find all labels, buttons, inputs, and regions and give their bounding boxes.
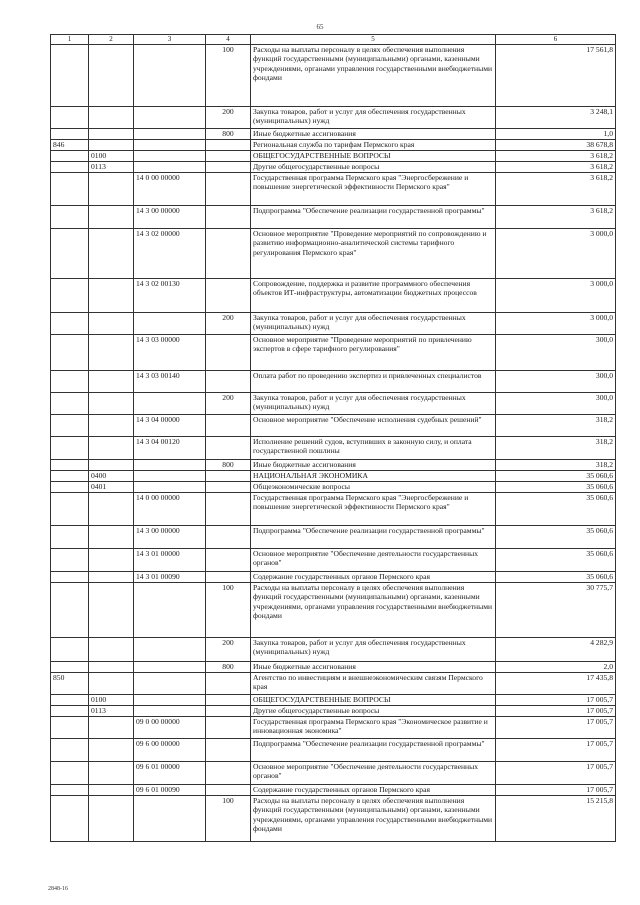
section-code-cell (89, 437, 134, 460)
description-cell: Государственная программа Пермского края "Энергосбережение и повышение энергетической эффективности Пермского края" (251, 173, 496, 206)
amount-cell: 35 060,6 (496, 572, 616, 583)
ministry-code-cell (51, 313, 89, 335)
expense-type-cell (206, 695, 251, 706)
description-cell: Исполнение решений судов, вступивших в законную силу, и оплата государственной пошлины (251, 437, 496, 460)
target-article-cell: 14 0 00 00000 (134, 493, 206, 526)
target-article-cell: 14 3 00 00000 (134, 206, 206, 229)
ministry-code-cell (51, 717, 89, 739)
section-code-cell (89, 415, 134, 437)
description-cell: Содержание государственных органов Пермского края (251, 572, 496, 583)
description-cell: Основное мероприятие "Обеспечение деятельности государственных органов" (251, 549, 496, 572)
table-row (51, 583, 616, 638)
amount-cell: 3 618,2 (496, 162, 616, 173)
description-cell: Иные бюджетные ассигнования (251, 460, 496, 471)
target-article-cell (134, 107, 206, 129)
section-code-cell (89, 662, 134, 673)
table-row (51, 796, 616, 842)
target-article-cell (134, 151, 206, 162)
ministry-code-cell (51, 493, 89, 526)
expense-type-cell (206, 739, 251, 762)
ministry-code-cell: 850 (51, 673, 89, 695)
expense-type-cell: 100 (206, 796, 251, 842)
table-row (51, 549, 616, 572)
section-code-cell (89, 572, 134, 583)
expense-type-cell (206, 279, 251, 313)
column-header: 4 (206, 35, 251, 45)
table-row (51, 638, 616, 662)
section-code-cell (89, 717, 134, 739)
table-row (51, 460, 616, 471)
section-code-cell: 0113 (89, 706, 134, 717)
target-article-cell: 09 6 01 00000 (134, 762, 206, 785)
target-article-cell (134, 129, 206, 140)
table-row (51, 526, 616, 549)
amount-cell: 318,2 (496, 460, 616, 471)
ministry-code-cell: 846 (51, 140, 89, 151)
description-cell: Закупка товаров, работ и услуг для обеспечения государственных (муниципальных) нужд (251, 313, 496, 335)
amount-cell: 30 775,7 (496, 583, 616, 638)
target-article-cell (134, 393, 206, 415)
ministry-code-cell (51, 129, 89, 140)
target-article-cell (134, 482, 206, 493)
ministry-code-cell (51, 471, 89, 482)
ministry-code-cell (51, 583, 89, 638)
description-cell: Закупка товаров, работ и услуг для обеспечения государственных (муниципальных) нужд (251, 107, 496, 129)
column-header-row (51, 35, 616, 45)
section-code-cell: 0113 (89, 162, 134, 173)
section-code-cell (89, 140, 134, 151)
expense-type-cell (206, 673, 251, 695)
target-article-cell (134, 673, 206, 695)
ministry-code-cell (51, 706, 89, 717)
expense-type-cell: 800 (206, 129, 251, 140)
ministry-code-cell (51, 638, 89, 662)
table-row (51, 162, 616, 173)
ministry-code-cell (51, 151, 89, 162)
description-cell: Закупка товаров, работ и услуг для обеспечения государственных (муниципальных) нужд (251, 393, 496, 415)
section-code-cell (89, 549, 134, 572)
section-code-cell: 0400 (89, 471, 134, 482)
expense-type-cell (206, 482, 251, 493)
section-code-cell (89, 229, 134, 279)
footer-code: 2848-16 (48, 886, 68, 892)
table-row (51, 229, 616, 279)
column-header: 5 (251, 35, 496, 45)
target-article-cell (134, 460, 206, 471)
section-code-cell (89, 739, 134, 762)
description-cell: Иные бюджетные ассигнования (251, 662, 496, 673)
table-row (51, 695, 616, 706)
target-article-cell: 09 6 01 00090 (134, 785, 206, 796)
target-article-cell (134, 695, 206, 706)
target-article-cell (134, 583, 206, 638)
target-article-cell: 14 3 03 00000 (134, 335, 206, 371)
ministry-code-cell (51, 415, 89, 437)
expense-type-cell: 100 (206, 583, 251, 638)
ministry-code-cell (51, 785, 89, 796)
table-row (51, 673, 616, 695)
description-cell: Иные бюджетные ассигнования (251, 129, 496, 140)
ministry-code-cell (51, 45, 89, 107)
section-code-cell (89, 393, 134, 415)
amount-cell: 15 215,8 (496, 796, 616, 842)
table-row (51, 437, 616, 460)
table-row (51, 173, 616, 206)
ministry-code-cell (51, 279, 89, 313)
description-cell: Основное мероприятие "Обеспечение деятельности государственных органов" (251, 762, 496, 785)
amount-cell: 2,0 (496, 662, 616, 673)
section-code-cell (89, 107, 134, 129)
amount-cell: 17 561,8 (496, 45, 616, 107)
target-article-cell (134, 313, 206, 335)
table-row (51, 107, 616, 129)
expense-type-cell (206, 173, 251, 206)
table-row (51, 415, 616, 437)
description-cell: Расходы на выплаты персоналу в целях обеспечения выполнения функций государственными (муниципальными) органами, казенными учреждениями, органами управления государственными внебюджетными фондами (251, 45, 496, 107)
amount-cell: 318,2 (496, 437, 616, 460)
expense-type-cell: 100 (206, 45, 251, 107)
description-cell: Содержание государственных органов Пермского края (251, 785, 496, 796)
target-article-cell: 14 3 00 00000 (134, 526, 206, 549)
amount-cell: 17 005,7 (496, 785, 616, 796)
amount-cell: 3 248,1 (496, 107, 616, 129)
section-code-cell (89, 526, 134, 549)
description-cell: Подпрограмма "Обеспечение реализации государственной программы" (251, 526, 496, 549)
description-cell: Подпрограмма "Обеспечение реализации государственной программы" (251, 739, 496, 762)
table-row (51, 129, 616, 140)
budget-table (50, 34, 616, 842)
expense-type-cell (206, 437, 251, 460)
expense-type-cell (206, 162, 251, 173)
amount-cell: 35 060,6 (496, 482, 616, 493)
expense-type-cell (206, 206, 251, 229)
amount-cell: 4 282,9 (496, 638, 616, 662)
table-row (51, 717, 616, 739)
target-article-cell: 14 3 01 00090 (134, 572, 206, 583)
amount-cell: 35 060,6 (496, 471, 616, 482)
description-cell: Основное мероприятие "Проведение мероприятий по сопровождению и развитию информационно-аналитической системы тарифного регулирования Пермского края" (251, 229, 496, 279)
description-cell: Основное мероприятие "Проведение мероприятий по привлечению экспертов в сфере тарифного регулирования" (251, 335, 496, 371)
table-row (51, 493, 616, 526)
ministry-code-cell (51, 393, 89, 415)
ministry-code-cell (51, 229, 89, 279)
expense-type-cell (206, 785, 251, 796)
ministry-code-cell (51, 662, 89, 673)
amount-cell: 35 060,6 (496, 549, 616, 572)
expense-type-cell (206, 706, 251, 717)
expense-type-cell: 200 (206, 638, 251, 662)
target-article-cell: 14 0 00 00000 (134, 173, 206, 206)
table-body (51, 45, 616, 842)
expense-type-cell: 200 (206, 313, 251, 335)
amount-cell: 17 005,7 (496, 717, 616, 739)
table-row (51, 706, 616, 717)
section-code-cell (89, 673, 134, 695)
table-row (51, 335, 616, 371)
target-article-cell (134, 471, 206, 482)
ministry-code-cell (51, 695, 89, 706)
target-article-cell (134, 662, 206, 673)
target-article-cell: 14 3 04 00120 (134, 437, 206, 460)
table-row (51, 140, 616, 151)
target-article-cell (134, 162, 206, 173)
table-row (51, 313, 616, 335)
expense-type-cell (206, 526, 251, 549)
ministry-code-cell (51, 206, 89, 229)
section-code-cell (89, 129, 134, 140)
amount-cell: 17 005,7 (496, 739, 616, 762)
amount-cell: 3 000,0 (496, 279, 616, 313)
expense-type-cell: 200 (206, 393, 251, 415)
target-article-cell: 14 3 02 00130 (134, 279, 206, 313)
description-cell: Закупка товаров, работ и услуг для обеспечения государственных (муниципальных) нужд (251, 638, 496, 662)
expense-type-cell (206, 335, 251, 371)
table-row (51, 279, 616, 313)
expense-type-cell (206, 717, 251, 739)
ministry-code-cell (51, 739, 89, 762)
section-code-cell (89, 173, 134, 206)
table-row (51, 572, 616, 583)
expense-type-cell: 800 (206, 662, 251, 673)
expense-type-cell (206, 572, 251, 583)
section-code-cell (89, 638, 134, 662)
description-cell: Основное мероприятие "Обеспечение исполнения судебных решений" (251, 415, 496, 437)
section-code-cell (89, 335, 134, 371)
section-code-cell (89, 762, 134, 785)
section-code-cell (89, 583, 134, 638)
expense-type-cell (206, 229, 251, 279)
column-header: 3 (134, 35, 206, 45)
section-code-cell: 0100 (89, 151, 134, 162)
description-cell: Оплата работ по проведению экспертиз и привлеченных специалистов (251, 371, 496, 393)
amount-cell: 300,0 (496, 393, 616, 415)
expense-type-cell (206, 471, 251, 482)
section-code-cell (89, 796, 134, 842)
amount-cell: 38 678,8 (496, 140, 616, 151)
amount-cell: 1,0 (496, 129, 616, 140)
target-article-cell: 14 3 04 00000 (134, 415, 206, 437)
target-article-cell (134, 796, 206, 842)
ministry-code-cell (51, 796, 89, 842)
description-cell: Другие общегосударственные вопросы (251, 706, 496, 717)
column-header: 6 (496, 35, 616, 45)
ministry-code-cell (51, 762, 89, 785)
ministry-code-cell (51, 437, 89, 460)
ministry-code-cell (51, 572, 89, 583)
ministry-code-cell (51, 460, 89, 471)
section-code-cell (89, 45, 134, 107)
section-code-cell: 0401 (89, 482, 134, 493)
amount-cell: 3 000,0 (496, 229, 616, 279)
expense-type-cell (206, 151, 251, 162)
page-number: 65 (316, 23, 324, 31)
amount-cell: 300,0 (496, 335, 616, 371)
target-article-cell: 14 3 02 00000 (134, 229, 206, 279)
description-cell: Государственная программа Пермского края "Энергосбережение и повышение энергетической эффективности Пермского края" (251, 493, 496, 526)
target-article-cell: 09 0 00 00000 (134, 717, 206, 739)
expense-type-cell (206, 140, 251, 151)
target-article-cell (134, 706, 206, 717)
column-header: 2 (89, 35, 134, 45)
section-code-cell (89, 313, 134, 335)
description-cell: Сопровождение, поддержка и развитие программного обеспечения объектов ИТ-инфраструктуры, автоматизации бюджетных процессов (251, 279, 496, 313)
target-article-cell: 14 3 01 00000 (134, 549, 206, 572)
description-cell: ОБЩЕГОСУДАРСТВЕННЫЕ ВОПРОСЫ (251, 695, 496, 706)
amount-cell: 3 618,2 (496, 173, 616, 206)
section-code-cell (89, 785, 134, 796)
ministry-code-cell (51, 549, 89, 572)
amount-cell: 300,0 (496, 371, 616, 393)
table-row (51, 371, 616, 393)
ministry-code-cell (51, 482, 89, 493)
description-cell: Региональная служба по тарифам Пермского края (251, 140, 496, 151)
amount-cell: 17 005,7 (496, 762, 616, 785)
table-row (51, 482, 616, 493)
ministry-code-cell (51, 162, 89, 173)
expense-type-cell (206, 549, 251, 572)
section-code-cell: 0100 (89, 695, 134, 706)
description-cell: Агентство по инвестициям и внешнеэкономическим связям Пермского края (251, 673, 496, 695)
section-code-cell (89, 279, 134, 313)
amount-cell: 17 005,7 (496, 706, 616, 717)
table-row (51, 762, 616, 785)
expense-type-cell: 800 (206, 460, 251, 471)
description-cell: НАЦИОНАЛЬНАЯ ЭКОНОМИКА (251, 471, 496, 482)
amount-cell: 35 060,6 (496, 526, 616, 549)
expense-type-cell (206, 493, 251, 526)
target-article-cell (134, 638, 206, 662)
section-code-cell (89, 460, 134, 471)
section-code-cell (89, 206, 134, 229)
description-cell: Расходы на выплаты персоналу в целях обеспечения выполнения функций государственными (муниципальными) органами, казенными учреждениями, органами управления государственными внебюджетными фондами (251, 796, 496, 842)
expense-type-cell: 200 (206, 107, 251, 129)
amount-cell: 3 618,2 (496, 206, 616, 229)
description-cell: Расходы на выплаты персоналу в целях обеспечения выполнения функций государственными (муниципальными) органами, казенными учреждениями, органами управления государственными внебюджетными фондами (251, 583, 496, 638)
expense-type-cell (206, 415, 251, 437)
target-article-cell (134, 140, 206, 151)
amount-cell: 17 435,8 (496, 673, 616, 695)
description-cell: Подпрограмма "Обеспечение реализации государственной программы" (251, 206, 496, 229)
description-cell: Общеэкономические вопросы (251, 482, 496, 493)
table-row (51, 393, 616, 415)
ministry-code-cell (51, 107, 89, 129)
table-row (51, 151, 616, 162)
table-row (51, 739, 616, 762)
target-article-cell (134, 45, 206, 107)
column-header: 1 (51, 35, 89, 45)
amount-cell: 3 000,0 (496, 313, 616, 335)
target-article-cell: 09 6 00 00000 (134, 739, 206, 762)
expense-type-cell (206, 762, 251, 785)
table-row (51, 206, 616, 229)
table-row (51, 45, 616, 107)
ministry-code-cell (51, 371, 89, 393)
description-cell: ОБЩЕГОСУДАРСТВЕННЫЕ ВОПРОСЫ (251, 151, 496, 162)
table-row (51, 785, 616, 796)
amount-cell: 3 618,2 (496, 151, 616, 162)
expense-type-cell (206, 371, 251, 393)
ministry-code-cell (51, 335, 89, 371)
amount-cell: 17 005,7 (496, 695, 616, 706)
amount-cell: 318,2 (496, 415, 616, 437)
table-row (51, 662, 616, 673)
description-cell: Государственная программа Пермского края "Экономическое развитие и инновационная экономика" (251, 717, 496, 739)
table-row (51, 471, 616, 482)
ministry-code-cell (51, 173, 89, 206)
ministry-code-cell (51, 526, 89, 549)
target-article-cell: 14 3 03 00140 (134, 371, 206, 393)
section-code-cell (89, 493, 134, 526)
amount-cell: 35 060,6 (496, 493, 616, 526)
section-code-cell (89, 371, 134, 393)
description-cell: Другие общегосударственные вопросы (251, 162, 496, 173)
